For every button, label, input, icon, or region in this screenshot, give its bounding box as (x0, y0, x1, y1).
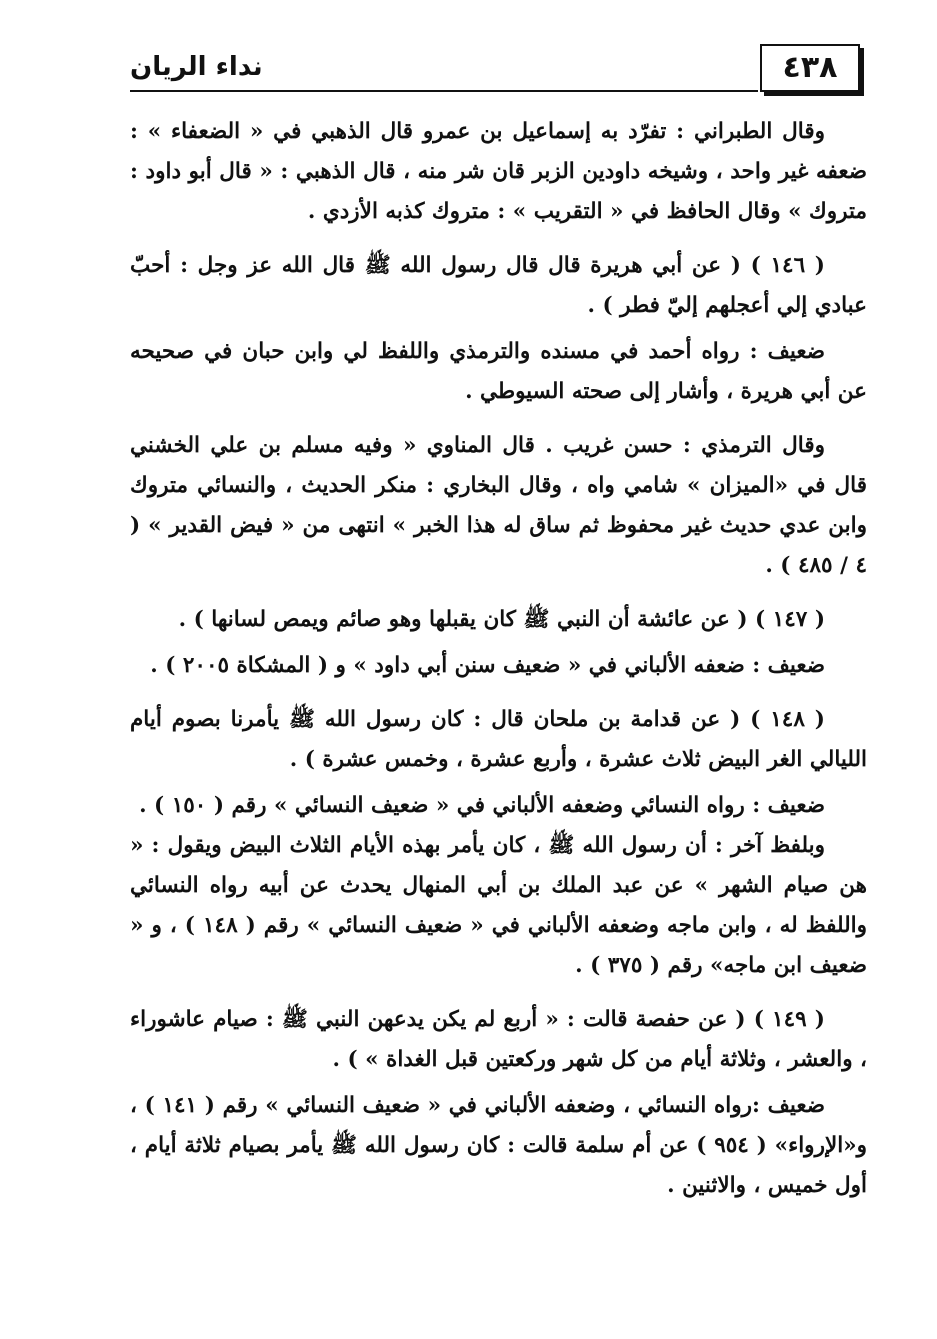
hadith-147: ( ١٤٧ ) ( عن عائشة أن النبي ﷺ كان يقبلها وهو صائم ويمص لسانها ) . (178, 607, 825, 632)
header-rule (130, 90, 758, 92)
page-number: ٤٣٨ (760, 44, 860, 92)
page-header (130, 44, 860, 96)
paragraph-tabarani-note: وقال الطبراني : تفرّد به إسماعيل بن عمرو قال الذهبي في « الضعفاء » : ضعفه غير واحد ، وشيخه داودين الزبر قان شر منه ، قال الذهبي : « قال أبو داود : متروك » وقال الحافظ في « التقريب » : متروك كذبه الأزدي . (130, 119, 867, 224)
hadith-149: ( ١٤٩ ) ( عن حفصة قالت : « أربع لم يكن يدعهن النبي ﷺ : صيام عاشوراء ، والعشر ، وثلاثة أيام من كل شهر وركعتين قبل الغداة » ) . (130, 1007, 867, 1072)
hadith-148: ( ١٤٨ ) ( عن قدامة بن ملحان قال : كان رسول الله ﷺ يأمرنا بصوم أيام الليالي الغر البيض ثلاث عشرة ، وأربع عشرة ، وخمس عشرة ) . (130, 707, 867, 772)
grading-148: ضعيف : رواه النسائي وضعفه الألباني في « ضعيف النسائي » رقم ( ١٥٠ ) . (139, 793, 825, 818)
hadith-146: ( ١٤٦ ) ( عن أبي هريرة قال قال رسول الله ﷺ قال الله عز وجل : أحبّ عبادي إلي أعجلهم إليّ فطر ) . (130, 253, 867, 318)
paragraph-other-wording: وبلفظ آخر : أن رسول الله ﷺ ، كان يأمر بهذه الأيام الثلاث البيض ويقول : « هن صيام الشهر » عن عبد الملك بن أبي المنهال يحدث عن أبيه رواه النسائي واللفظ له ، وابن ماجه وضعفه الألباني في « ضعيف النسائي » رقم ( ١٤٨ ) ، و « ضعيف ابن ماجه» رقم ( ٣٧٥ ) . (130, 833, 867, 978)
running-title: نداء الريان (130, 52, 263, 82)
grading-146: ضعيف : رواه أحمد في مسنده والترمذي واللفظ لي وابن حبان في صحيحه عن أبي هريرة ، وأشار إلى صحته السيوطي . (130, 339, 867, 404)
page-body (130, 112, 867, 1206)
grading-149: ضعيف :رواه النسائي ، وضعفه الألباني في « ضعيف النسائي » رقم ( ١٤١ ) ، و«الإرواء» ( ٩٥٤ ) عن أم سلمة قالت : كان رسول الله ﷺ يأمر بصيام ثلاثة أيام ، أول خميس ، والاثنين . (130, 1093, 868, 1198)
paragraph-tirmidhi-note: وقال الترمذي : حسن غريب . قال المناوي « وفيه مسلم بن علي الخشني قال في «الميزان » شامي واه ، وقال البخاري : منكر الحديث ، والنسائي متروك وابن عدي حديث غير محفوظ ثم ساق له هذا الخبر » انتهى من « فيض القدير » ( ٤ / ٤٨٥ ) . (130, 433, 867, 578)
grading-147: ضعيف : ضعفه الألباني في « ضعيف سنن أبي داود » و ( المشكاة ٢٠٠٥ ) . (150, 653, 825, 678)
